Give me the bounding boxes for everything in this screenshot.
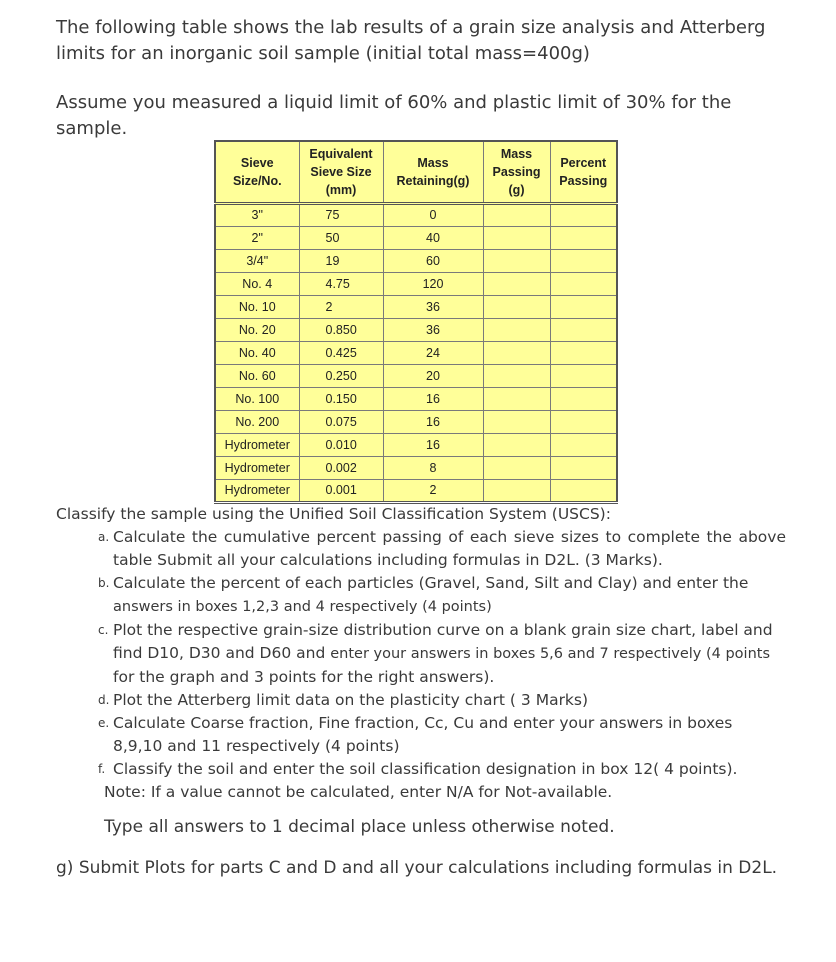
- mm-cell: 0.075: [299, 410, 383, 433]
- table-row: [215, 456, 617, 479]
- table-row: [215, 433, 617, 456]
- header-sieve: [215, 141, 299, 203]
- table-row: [215, 272, 617, 295]
- sieve-cell: No. 4: [215, 272, 299, 295]
- header-percent-passing-label: Percent Passing: [559, 155, 608, 188]
- task-f-text: Classify the soil and enter the soil classification designation in box 12( 4 points).: [113, 760, 738, 778]
- mm-cell: 0.250: [299, 364, 383, 387]
- decimal-instruction: Type all answers to 1 decimal place unless otherwise noted.: [104, 817, 615, 837]
- intro-text-1: The following table shows the lab results of a grain size analysis and Atterberg limits for an inorganic soil sample (initial total mass=400g): [56, 17, 766, 64]
- mass-passing-cell[interactable]: [483, 341, 550, 364]
- mass-retaining-cell: 16: [383, 410, 483, 433]
- percent-passing-cell[interactable]: [550, 249, 617, 272]
- mass-retaining-cell: 2: [383, 479, 483, 502]
- task-c-text: Plot the respective grain-size distribution curve on a blank grain size chart, label and find D10, D30 and D60 and: [113, 621, 773, 662]
- header-mass-passing: [483, 141, 550, 203]
- percent-passing-cell[interactable]: [550, 341, 617, 364]
- sieve-cell: No. 60: [215, 364, 299, 387]
- task-b-small: answers in boxes 1,2,3 and 4 respectively (4 points): [113, 599, 492, 615]
- task-b: [56, 572, 786, 619]
- mass-passing-cell[interactable]: [483, 295, 550, 318]
- mass-passing-cell[interactable]: [483, 272, 550, 295]
- mm-cell: 0.850: [299, 318, 383, 341]
- task-f: [56, 758, 786, 781]
- percent-passing-cell[interactable]: [550, 387, 617, 410]
- task-b-text: Calculate the percent of each particles (Gravel, Sand, Silt and Clay) and enter the: [113, 574, 749, 592]
- mass-retaining-cell: 0: [383, 203, 483, 226]
- task-b-marker: b.: [98, 576, 110, 590]
- percent-passing-cell[interactable]: [550, 226, 617, 249]
- mm-cell: 4.75: [299, 272, 383, 295]
- table-row: [215, 341, 617, 364]
- mm-cell: 50: [299, 226, 383, 249]
- task-list: [56, 526, 786, 781]
- task-d: [56, 689, 786, 712]
- task-e: [56, 712, 786, 758]
- task-f-marker: f.: [98, 762, 106, 776]
- mass-passing-cell[interactable]: [483, 410, 550, 433]
- intro-paragraph-2: [56, 90, 776, 142]
- header-mass-passing-label: Mass Passing (g): [492, 146, 541, 197]
- table-row: [215, 203, 617, 226]
- sieve-cell: Hydrometer: [215, 433, 299, 456]
- task-e-marker: e.: [98, 716, 110, 730]
- sieve-cell: 3": [215, 203, 299, 226]
- mm-cell: 0.002: [299, 456, 383, 479]
- task-c-small: enter your answers in boxes 5,6 and 7 respectively (4 points: [330, 646, 771, 662]
- percent-passing-cell[interactable]: [550, 318, 617, 341]
- sieve-cell: 3/4": [215, 249, 299, 272]
- header-mass-retaining-label: Mass Retaining(g): [396, 155, 470, 188]
- mm-cell: 0.150: [299, 387, 383, 410]
- mm-cell: 19: [299, 249, 383, 272]
- table-row: [215, 479, 617, 502]
- table-row: [215, 410, 617, 433]
- task-a: [56, 526, 786, 572]
- mass-passing-cell[interactable]: [483, 203, 550, 226]
- table-row: [215, 318, 617, 341]
- percent-passing-cell[interactable]: [550, 203, 617, 226]
- percent-passing-cell[interactable]: [550, 364, 617, 387]
- sieve-cell: No. 200: [215, 410, 299, 433]
- percent-passing-cell[interactable]: [550, 295, 617, 318]
- header-equivalent: [299, 141, 383, 203]
- table-row: [215, 249, 617, 272]
- percent-passing-cell[interactable]: [550, 456, 617, 479]
- table-row: [215, 226, 617, 249]
- note: Note: If a value cannot be calculated, enter N/A for Not-available.: [104, 783, 613, 801]
- mass-passing-cell[interactable]: [483, 433, 550, 456]
- final-instruction: g) Submit Plots for parts C and D and all your calculations including formulas in D2L.: [56, 858, 778, 878]
- sieve-cell: No. 20: [215, 318, 299, 341]
- mass-retaining-cell: 36: [383, 318, 483, 341]
- mass-retaining-cell: 36: [383, 295, 483, 318]
- header-mass-retaining: [383, 141, 483, 203]
- table-header-row: [215, 141, 617, 203]
- header-percent-passing: [550, 141, 617, 203]
- intro-text-2: Assume you measured a liquid limit of 60% and plastic limit of 30% for the sample.: [56, 92, 732, 139]
- grain-size-table: [214, 140, 618, 504]
- sieve-cell: Hydrometer: [215, 456, 299, 479]
- task-c: [56, 619, 786, 689]
- task-d-marker: d.: [98, 693, 110, 707]
- tasks-heading: Classify the sample using the Unified Soil Classification System (USCS):: [56, 505, 611, 523]
- mass-passing-cell[interactable]: [483, 249, 550, 272]
- header-sieve-label: Sieve Size/No.: [232, 155, 282, 188]
- sieve-cell: No. 10: [215, 295, 299, 318]
- mm-cell: 0.001: [299, 479, 383, 502]
- mm-cell: 2: [299, 295, 383, 318]
- mm-cell: 0.425: [299, 341, 383, 364]
- mass-retaining-cell: 16: [383, 433, 483, 456]
- sieve-cell: No. 40: [215, 341, 299, 364]
- task-e-text: Calculate Coarse fraction, Fine fraction, Cc, Cu and enter your answers in boxes 8,9,10 and 11 respectively (4 points): [113, 714, 733, 755]
- mass-retaining-cell: 60: [383, 249, 483, 272]
- header-equivalent-label: Equivalent Sieve Size (mm): [309, 146, 373, 197]
- task-c-text2: for the graph and 3 points for the right answers).: [113, 668, 495, 686]
- mass-retaining-cell: 16: [383, 387, 483, 410]
- mass-retaining-cell: 24: [383, 341, 483, 364]
- percent-passing-cell[interactable]: [550, 410, 617, 433]
- mm-cell: 75: [299, 203, 383, 226]
- percent-passing-cell[interactable]: [550, 433, 617, 456]
- mass-passing-cell[interactable]: [483, 364, 550, 387]
- percent-passing-cell[interactable]: [550, 479, 617, 502]
- sieve-cell: Hydrometer: [215, 479, 299, 502]
- sieve-cell: 2": [215, 226, 299, 249]
- instructions: [56, 503, 786, 840]
- mass-retaining-cell: 8: [383, 456, 483, 479]
- mass-passing-cell[interactable]: [483, 387, 550, 410]
- task-a-marker: a.: [98, 530, 110, 544]
- intro-paragraph-1: [56, 15, 776, 67]
- mass-passing-cell[interactable]: [483, 226, 550, 249]
- mm-cell: 0.010: [299, 433, 383, 456]
- sieve-cell: No. 100: [215, 387, 299, 410]
- mass-retaining-cell: 20: [383, 364, 483, 387]
- table-row: [215, 295, 617, 318]
- task-a-text: Calculate the cumulative percent passing of each sieve sizes to complete the above table Submit all your calculations including formulas in D2L. (3 Marks).: [113, 528, 786, 569]
- mass-passing-cell[interactable]: [483, 479, 550, 502]
- mass-retaining-cell: 40: [383, 226, 483, 249]
- mass-passing-cell[interactable]: [483, 318, 550, 341]
- table-row: [215, 364, 617, 387]
- mass-passing-cell[interactable]: [483, 456, 550, 479]
- percent-passing-cell[interactable]: [550, 272, 617, 295]
- task-c-marker: c.: [98, 623, 109, 637]
- table-row: [215, 387, 617, 410]
- task-d-text: Plot the Atterberg limit data on the plasticity chart ( 3 Marks): [113, 691, 589, 709]
- mass-retaining-cell: 120: [383, 272, 483, 295]
